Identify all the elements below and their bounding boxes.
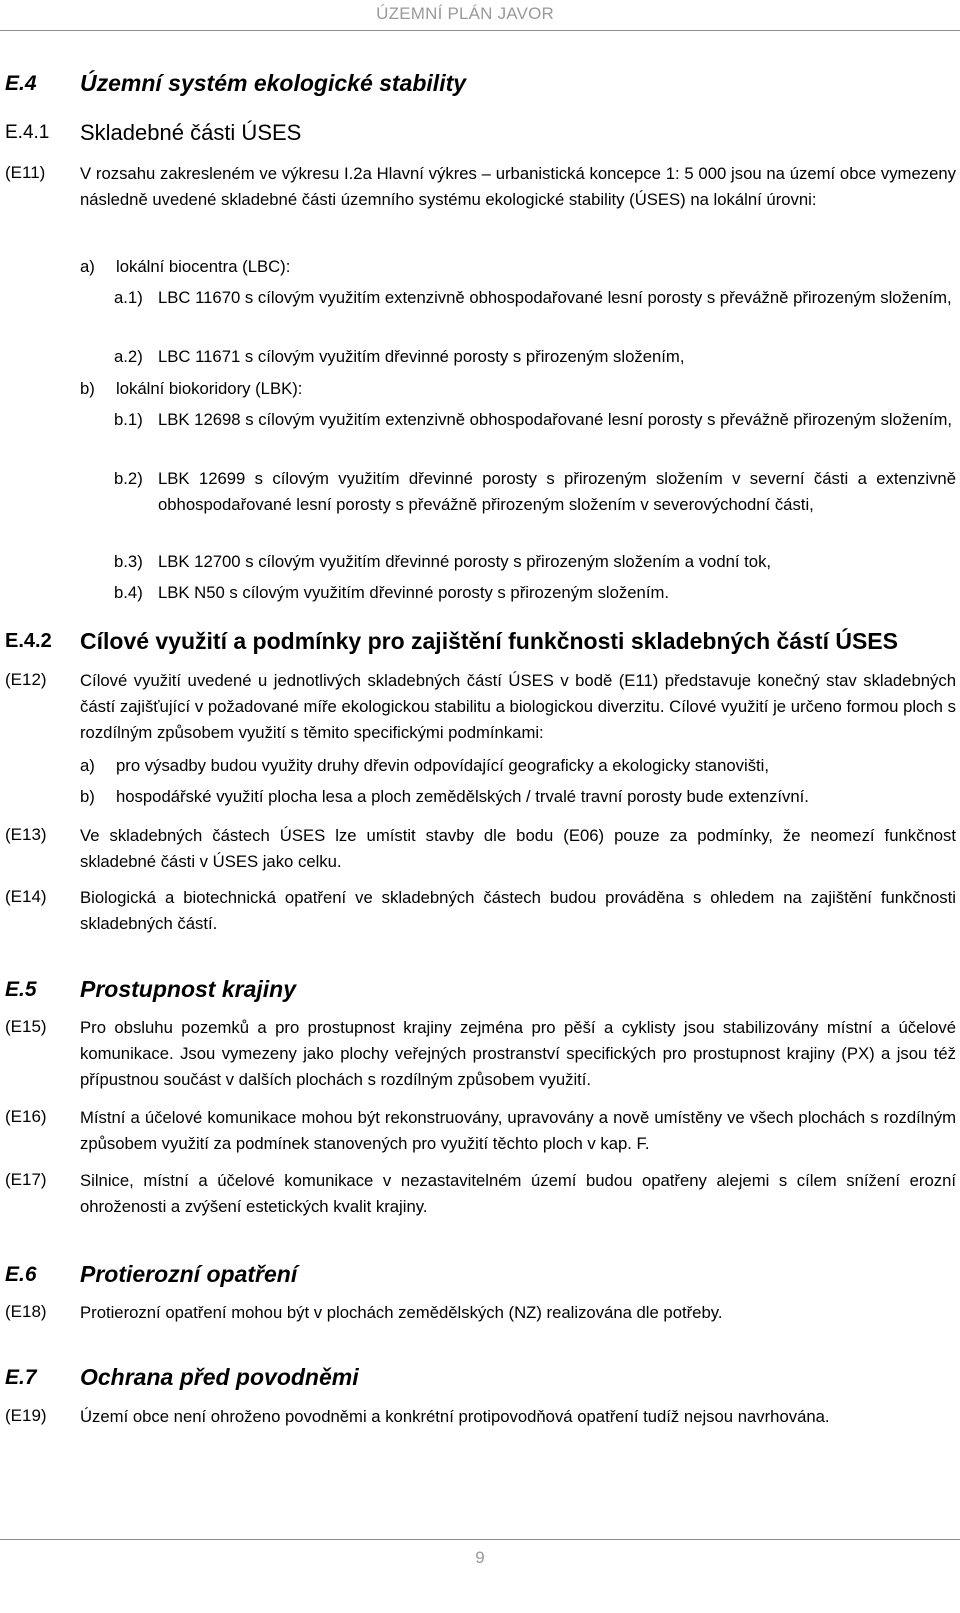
section-title-e4: Územní systém ekologické stability <box>80 70 467 96</box>
list-text: LBK 12698 s cílovým využitím extenzivně obhospodařované lesní porosty s převážně přirozeným složením, <box>158 410 952 429</box>
list-marker: a.2) <box>114 347 143 366</box>
running-header: ÚZEMNÍ PLÁN JAVOR <box>376 4 554 23</box>
item-code-e18: (E18) <box>5 1302 47 1321</box>
list-item-e11-b3 <box>114 549 956 575</box>
header-rule <box>0 30 960 31</box>
section-title-e5: Prostupnost krajiny <box>80 976 296 1002</box>
list-text: lokální biocentra (LBC): <box>116 257 291 276</box>
list-marker: b.2) <box>114 469 143 488</box>
item-code-e15: (E15) <box>5 1017 47 1036</box>
item-code-e17: (E17) <box>5 1170 47 1189</box>
list-marker: b.3) <box>114 552 143 571</box>
list-text: hospodářské využití plocha lesa a ploch zemědělských / trvalé travní porosty bude extenzívní. <box>116 787 809 806</box>
list-marker: b) <box>80 379 95 398</box>
section-title-e7: Ochrana před povodněmi <box>80 1364 359 1390</box>
list-item-e11-b4 <box>114 580 956 606</box>
list-marker: b.1) <box>114 410 143 429</box>
item-text-e18: Protierozní opatření mohou být v plochách zemědělských (NZ) realizována dle potřeby. <box>80 1303 723 1322</box>
list-text: LBK N50 s cílovým využitím dřevinné porosty s přirozeným složením. <box>158 583 669 602</box>
item-text-e16: Místní a účelové komunikace mohou být rekonstruovány, upravovány a nově umístěny ve všech plochách s rozdílným způsobem využití za podmínek stanovených pro využití těchto ploch v kap. F. <box>80 1108 956 1153</box>
item-code-e14: (E14) <box>5 887 47 906</box>
section-number-e4: E.4 <box>5 72 37 95</box>
list-marker: a) <box>80 756 95 775</box>
list-marker: a.1) <box>114 288 143 307</box>
list-item-e11-a1 <box>114 285 956 311</box>
list-text: LBC 11671 s cílovým využitím dřevinné porosty s přirozeným složením, <box>158 347 685 366</box>
list-item-e11-a2 <box>114 344 956 370</box>
list-text: LBC 11670 s cílovým využitím extenzivně obhospodařované lesní porosty s převážně přirozeným složením, <box>158 288 952 307</box>
item-code-e12: (E12) <box>5 670 47 689</box>
item-code-e16: (E16) <box>5 1107 47 1126</box>
page-number: 9 <box>475 1548 485 1567</box>
footer-rule <box>0 1539 960 1540</box>
item-code-e11: (E11) <box>5 163 46 182</box>
list-marker: a) <box>80 257 95 276</box>
list-text: LBK 12699 s cílovým využitím dřevinné porosty s přirozeným složením v severní části a extenzivně obhospodařované lesní porosty s převážně přirozeným složením v severovýchodní části, <box>158 469 956 514</box>
item-text-e11: V rozsahu zakresleném ve výkresu I.2a Hlavní výkres – urbanistická koncepce 1: 5 000 jsou na území obce vymezeny následně uvedené skladebné části územního systému ekologické stability (ÚSES) na lokální úrovni: <box>80 164 956 209</box>
item-text-e15: Pro obsluhu pozemků a pro prostupnost krajiny zejména pro pěší a cyklisty jsou stabilizovány místní a účelové komunikace. Jsou vymezeny jako plochy veřejných prostranství specifických pro prostupnost krajiny (PX) a jsou též přípustnou součást v dalších plochách s rozdílným způsobem využití. <box>80 1018 956 1089</box>
section-number-e5: E.5 <box>5 978 37 1001</box>
section-number-e41: E.4.1 <box>5 122 50 143</box>
section-number-e7: E.7 <box>5 1366 37 1389</box>
list-text: LBK 12700 s cílovým využitím dřevinné porosty s přirozeným složením a vodní tok, <box>158 552 772 571</box>
item-text-e12: Cílové využití uvedené u jednotlivých skladebných částí ÚSES v bodě (E11) představuje konečný stav skladebných částí zajišťující v požadované míře ekologickou stabilitu a biologickou diverzitu. Cílové využití je určeno formou ploch s rozdílným způsobem využití s těmito specifickými podmínkami: <box>80 671 956 742</box>
item-text-e17: Silnice, místní a účelové komunikace v nezastavitelném území budou opatřeny alejemi s cílem snížení erozní ohroženosti a zvýšení estetických kvalit krajiny. <box>80 1171 956 1216</box>
list-item-e11-b <box>80 376 956 402</box>
section-number-e6: E.6 <box>5 1263 37 1286</box>
item-code-e13: (E13) <box>5 825 47 844</box>
list-item-e12-b <box>80 784 956 810</box>
list-marker: b.4) <box>114 583 143 602</box>
item-text-e13: Ve skladebných částech ÚSES lze umístit stavby dle bodu (E06) pouze za podmínky, že neomezí funkčnost skladebné části v ÚSES jako celku. <box>80 826 956 871</box>
list-item-e11-b1 <box>114 407 956 433</box>
list-item-e11-b2 <box>114 466 956 518</box>
list-marker: b) <box>80 787 95 806</box>
list-text: pro výsadby budou využity druhy dřevin odpovídající geograficky a ekologicky stanovišti, <box>116 756 770 775</box>
section-title-e6: Protierozní opatření <box>80 1261 298 1287</box>
list-item-e11-a <box>80 254 956 280</box>
section-title-e41: Skladebné části ÚSES <box>80 120 302 145</box>
item-code-e19: (E19) <box>5 1406 47 1425</box>
section-number-e42: E.4.2 <box>5 630 52 652</box>
item-text-e19: Území obce není ohroženo povodněmi a konkrétní protipovodňová opatření tudíž nejsou navrhována. <box>80 1407 830 1426</box>
item-text-e14: Biologická a biotechnická opatření ve skladebných částech budou prováděna s ohledem na zajištění funkčnosti skladebných částí. <box>80 888 956 933</box>
section-title-e42: Cílové využití a podmínky pro zajištění funkčnosti skladebných částí ÚSES <box>80 628 898 654</box>
list-text: lokální biokoridory (LBK): <box>116 379 303 398</box>
list-item-e12-a <box>80 753 956 779</box>
